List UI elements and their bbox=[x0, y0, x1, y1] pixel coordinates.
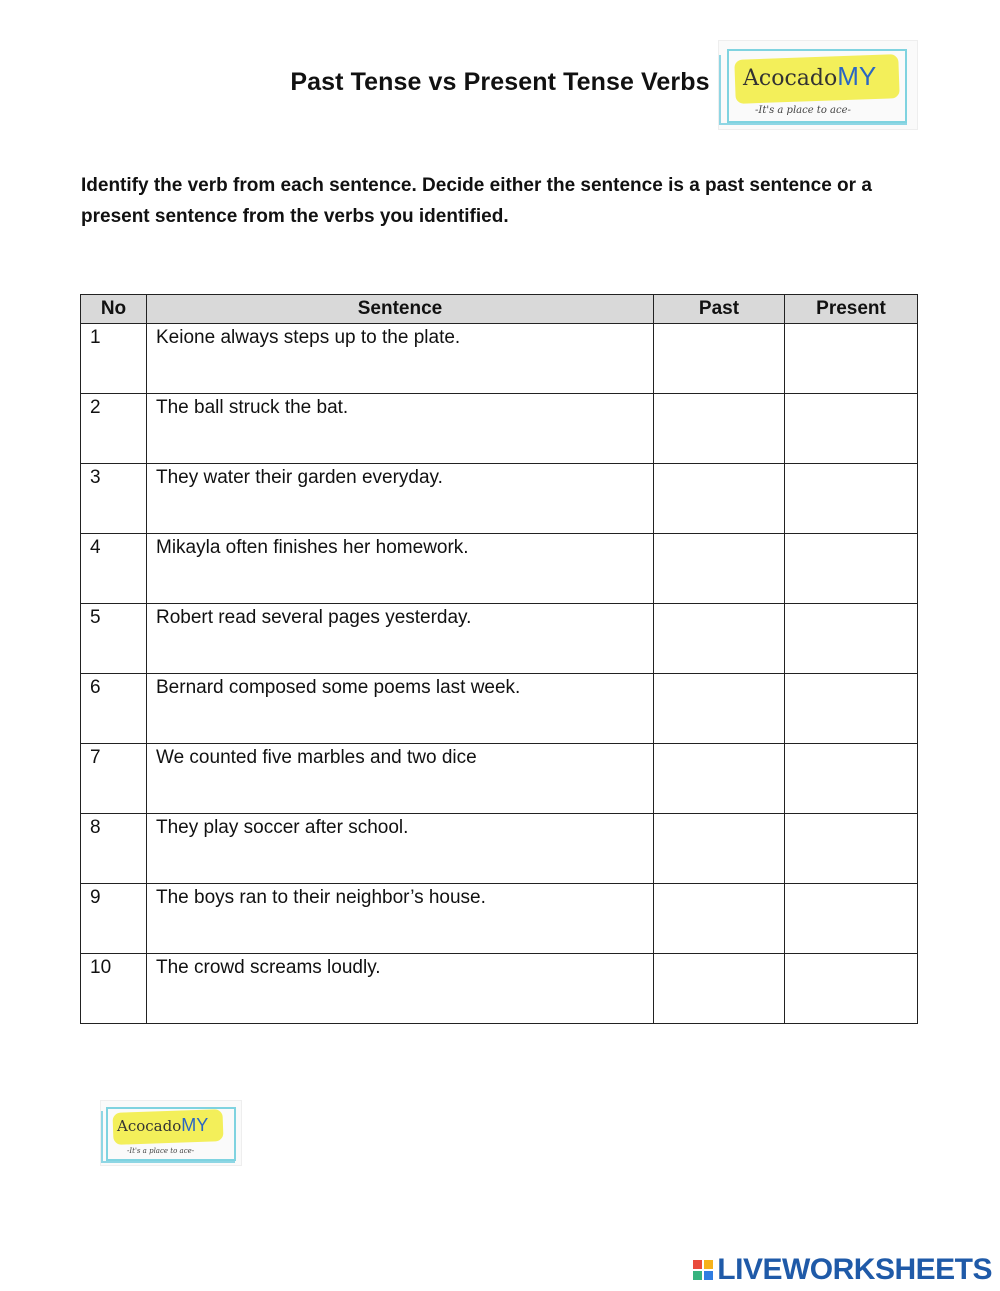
row-sentence: We counted five marbles and two dice bbox=[147, 744, 654, 814]
row-number: 2 bbox=[81, 394, 147, 464]
row-number: 8 bbox=[81, 814, 147, 884]
row-number: 4 bbox=[81, 534, 147, 604]
present-answer-cell[interactable] bbox=[785, 604, 918, 674]
instructions: Identify the verb from each sentence. Decide either the sentence is a past sentence or a present sentence from the verbs you identified. bbox=[81, 175, 872, 227]
row-sentence: They play soccer after school. bbox=[147, 814, 654, 884]
header-no: No bbox=[81, 295, 147, 324]
header-sentence: Sentence bbox=[147, 295, 654, 324]
past-answer-cell[interactable] bbox=[654, 534, 785, 604]
table-row bbox=[81, 884, 918, 954]
table-row bbox=[81, 534, 918, 604]
row-number: 9 bbox=[81, 884, 147, 954]
past-answer-cell[interactable] bbox=[654, 814, 785, 884]
header-present: Present bbox=[785, 295, 918, 324]
table-row bbox=[81, 954, 918, 1024]
table-row bbox=[81, 464, 918, 534]
present-answer-cell[interactable] bbox=[785, 814, 918, 884]
table-row bbox=[81, 324, 918, 394]
row-sentence: Bernard composed some poems last week. bbox=[147, 674, 654, 744]
liveworksheets-wordmark: LIVEWORKSHEETS bbox=[717, 1253, 992, 1286]
table-row bbox=[81, 674, 918, 744]
present-answer-cell[interactable] bbox=[785, 744, 918, 814]
row-number: 1 bbox=[81, 324, 147, 394]
row-sentence: The crowd screams loudly. bbox=[147, 954, 654, 1024]
table-row bbox=[81, 744, 918, 814]
past-answer-cell[interactable] bbox=[654, 324, 785, 394]
liveworksheets-brand[interactable] bbox=[693, 1252, 992, 1288]
past-answer-cell[interactable] bbox=[654, 604, 785, 674]
present-answer-cell[interactable] bbox=[785, 394, 918, 464]
logo-brand: Acocado bbox=[117, 1117, 182, 1135]
past-answer-cell[interactable] bbox=[654, 394, 785, 464]
row-sentence: The ball struck the bat. bbox=[147, 394, 654, 464]
row-sentence: Robert read several pages yesterday. bbox=[147, 604, 654, 674]
present-answer-cell[interactable] bbox=[785, 884, 918, 954]
table-row bbox=[81, 604, 918, 674]
logo-brand: Acocado bbox=[743, 66, 838, 91]
logo-tagline: -It's a place to ace- bbox=[127, 1147, 195, 1155]
acocado-logo bbox=[718, 40, 918, 130]
past-answer-cell[interactable] bbox=[654, 744, 785, 814]
row-number: 5 bbox=[81, 604, 147, 674]
acocado-logo-small bbox=[100, 1100, 242, 1166]
past-answer-cell[interactable] bbox=[654, 464, 785, 534]
table-row bbox=[81, 814, 918, 884]
present-answer-cell[interactable] bbox=[785, 464, 918, 534]
liveworksheets-icon bbox=[693, 1260, 713, 1280]
past-answer-cell[interactable] bbox=[654, 884, 785, 954]
row-number: 3 bbox=[81, 464, 147, 534]
row-number: 6 bbox=[81, 674, 147, 744]
present-answer-cell[interactable] bbox=[785, 674, 918, 744]
present-answer-cell[interactable] bbox=[785, 534, 918, 604]
row-number: 10 bbox=[81, 954, 147, 1024]
row-sentence: Keione always steps up to the plate. bbox=[147, 324, 654, 394]
row-number: 7 bbox=[81, 744, 147, 814]
page-title: Past Tense vs Present Tense Verbs bbox=[290, 68, 710, 96]
exercise-table bbox=[80, 294, 918, 1024]
present-answer-cell[interactable] bbox=[785, 954, 918, 1024]
table-header-row bbox=[81, 295, 918, 324]
logo-brand-suffix: MY bbox=[181, 1115, 209, 1135]
row-sentence: They water their garden everyday. bbox=[147, 464, 654, 534]
logo-brand-suffix: MY bbox=[837, 61, 877, 91]
past-answer-cell[interactable] bbox=[654, 954, 785, 1024]
header-past: Past bbox=[654, 295, 785, 324]
present-answer-cell[interactable] bbox=[785, 324, 918, 394]
row-sentence: The boys ran to their neighbor’s house. bbox=[147, 884, 654, 954]
logo-tagline: -It's a place to ace- bbox=[755, 105, 851, 116]
past-answer-cell[interactable] bbox=[654, 674, 785, 744]
row-sentence: Mikayla often finishes her homework. bbox=[147, 534, 654, 604]
table-row bbox=[81, 394, 918, 464]
